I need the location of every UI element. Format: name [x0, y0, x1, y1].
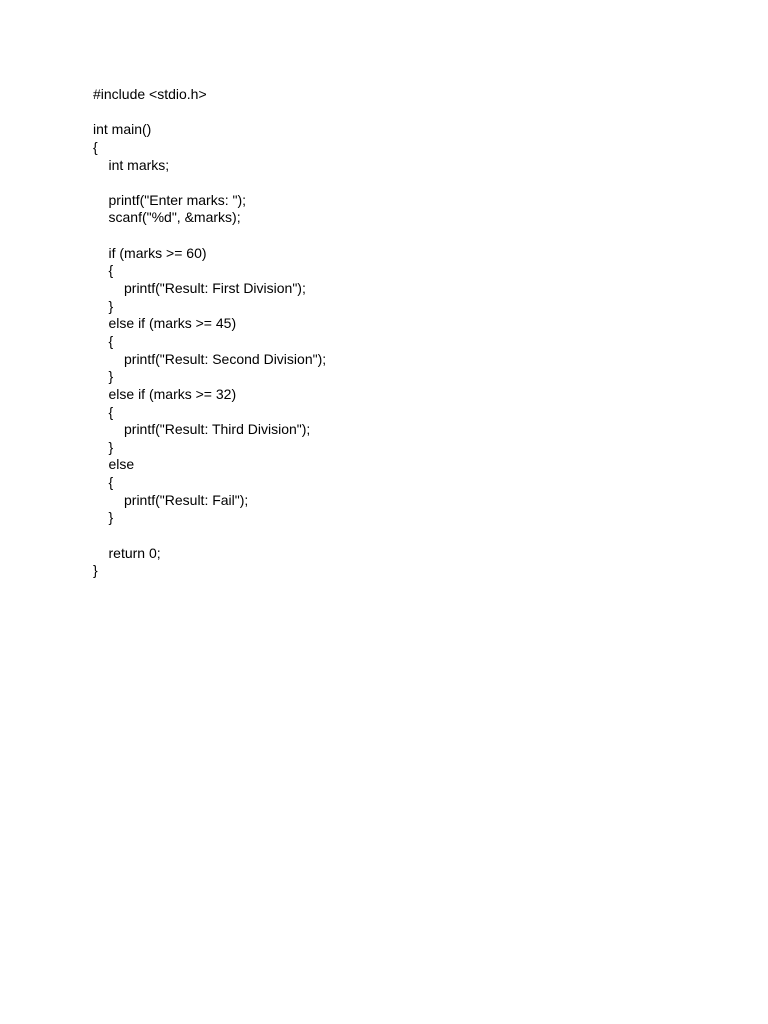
code-line: } — [108, 509, 114, 526]
code-line — [93, 174, 326, 192]
code-line: printf("Enter marks: "); — [108, 191, 247, 208]
code-line: { — [108, 403, 114, 420]
code-line: #include <stdio.h> — [93, 86, 207, 102]
code-line: { — [93, 138, 98, 155]
code-block — [93, 86, 326, 580]
code-line — [93, 104, 326, 122]
code-line: } — [108, 368, 114, 385]
code-line: } — [108, 297, 114, 314]
code-line: printf("Result: First Division"); — [124, 280, 306, 297]
code-line: else if (marks >= 45) — [108, 315, 237, 332]
code-line: { — [108, 262, 114, 279]
code-line — [93, 227, 326, 245]
code-line: printf("Result: Fail"); — [124, 491, 249, 508]
code-line: int main() — [93, 121, 152, 138]
code-line: printf("Result: Second Division"); — [124, 350, 327, 367]
code-line: { — [108, 474, 114, 491]
code-line: else if (marks >= 32) — [108, 385, 237, 402]
code-line: int marks; — [108, 156, 170, 173]
code-line: else — [108, 456, 135, 473]
code-line: if (marks >= 60) — [108, 244, 207, 261]
code-line: return 0; — [108, 544, 161, 561]
code-line: printf("Result: Third Division"); — [124, 421, 311, 438]
code-line: scanf("%d", &marks); — [108, 209, 241, 226]
code-line: } — [93, 562, 98, 579]
code-line — [93, 527, 326, 545]
code-line: { — [108, 332, 114, 349]
code-line: } — [108, 438, 114, 455]
